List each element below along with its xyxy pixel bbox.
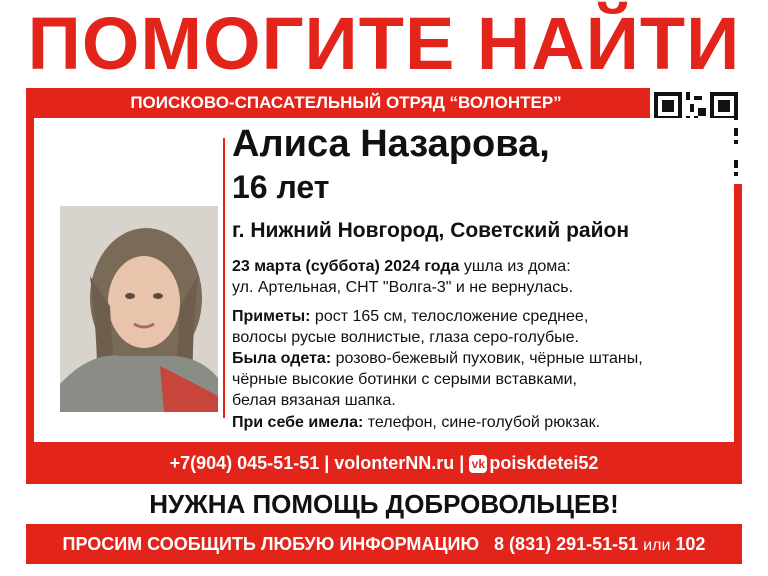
contact-vk-link[interactable]: poiskdetei52 bbox=[489, 453, 599, 473]
contacts-line bbox=[26, 450, 742, 476]
info-request: ПРОСИМ СООБЩИТЬ ЛЮБУЮ ИНФОРМАЦИЮ bbox=[62, 534, 480, 554]
vk-logo-icon: vk bbox=[469, 455, 487, 473]
contact-separator-2: | bbox=[454, 453, 470, 473]
volunteers-call: НУЖНА ПОМОЩЬ ДОБРОВОЛЬЦЕВ! bbox=[149, 489, 619, 519]
bottom-info-bar bbox=[26, 524, 742, 564]
disappearance-date: 23 марта (суббота) 2024 года bbox=[232, 258, 460, 275]
disappearance-date-line bbox=[232, 256, 571, 277]
hotline-phone[interactable]: 8 (831) 291-51-51 bbox=[494, 534, 639, 554]
poster-frame bbox=[26, 88, 742, 484]
signs-text: рост 165 см, телосложение среднее, bbox=[310, 308, 589, 325]
person-age: 16 лет bbox=[232, 169, 330, 205]
clothes-line bbox=[232, 348, 643, 369]
info-panel bbox=[34, 118, 734, 442]
items-text: телефон, сине-голубой рюкзак. bbox=[363, 414, 601, 431]
clothes-line-2: чёрные высокие ботинки с серыми вставками, bbox=[232, 371, 577, 388]
headline: ПОМОГИТЕ НАЙТИ bbox=[27, 2, 741, 85]
contact-separator: | bbox=[319, 453, 335, 473]
signs-line bbox=[232, 306, 588, 327]
missing-person-photo bbox=[60, 206, 218, 412]
disappearance-date-rest: ушла из дома: bbox=[459, 258, 571, 275]
person-location: г. Нижний Новгород, Советский район bbox=[232, 219, 630, 242]
clothes-text: розово-бежевый пуховик, чёрные штаны, bbox=[331, 350, 643, 367]
or-label: или bbox=[643, 537, 671, 554]
clothes-line-3: белая вязаная шапка. bbox=[232, 392, 396, 409]
items-label: При себе имела: bbox=[232, 414, 364, 431]
disappearance-address: ул. Артельная, СНТ "Волга-3" и не вернулась. bbox=[232, 279, 574, 296]
signs-label: Приметы: bbox=[232, 308, 311, 325]
divider-line bbox=[223, 138, 225, 418]
clothes-label: Была одета: bbox=[232, 350, 332, 367]
items-line bbox=[232, 412, 600, 433]
contact-site-link[interactable]: volonterNN.ru bbox=[334, 453, 455, 473]
emergency-number[interactable]: 102 bbox=[675, 534, 706, 554]
signs-line-2: волосы русые волнистые, глаза серо-голубые. bbox=[232, 329, 579, 346]
organization-name: ПОИСКОВО-СПАСАТЕЛЬНЫЙ ОТРЯД “ВОЛОНТЕР” bbox=[130, 93, 562, 112]
contact-phone[interactable]: +7(904) 045-51-51 bbox=[169, 453, 320, 473]
person-name: Алиса Назарова, bbox=[232, 123, 550, 165]
